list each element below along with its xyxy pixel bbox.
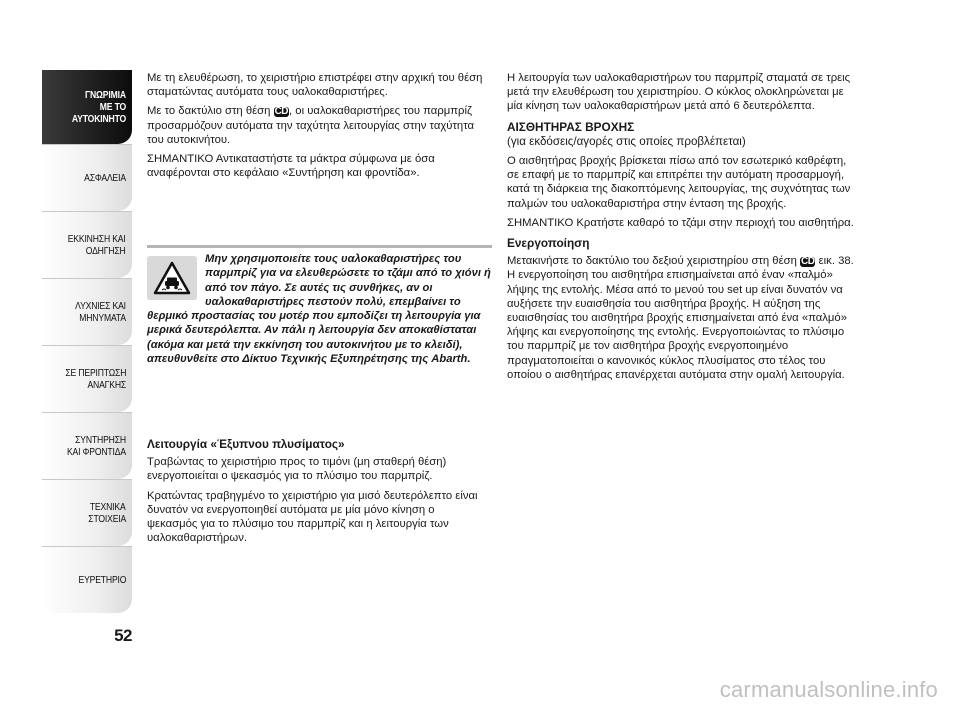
cd-position-icon: CD (801, 256, 815, 268)
paragraph: ΣΗΜΑΝΤΙΚΟ Κρατήστε καθαρό το τζάμι στην περιοχή του αισθητήρα. (507, 216, 854, 229)
warning-divider (147, 245, 492, 248)
text-run: Μετακινήστε το δακτύλιο του δεξιού χειριστηρίου στη θέση (507, 255, 801, 268)
paragraph: Η λειτουργία των υαλοκαθαριστήρων του παρμπρίζ σταματά σε τρεις μετά την ελευθέρωση του χειριστηρίου. Ο κύκλος ολοκληρώνεται με μία κίνηση των υαλοκαθαριστήρων μετά από 6 δευτερόλεπτα. (507, 72, 851, 113)
tab-index[interactable] (42, 546, 132, 613)
tab-label-line: ΜΕ ΤΟ (99, 101, 126, 113)
section-subheading: (για εκδόσεις/αγορές στις οποίες προβλέπεται) (507, 134, 746, 148)
tab-emergency[interactable] (42, 345, 132, 412)
paragraph (507, 254, 857, 382)
tab-label-line: ΣΤΟΙΧΕΙΑ (88, 513, 126, 525)
tab-starting-driving[interactable] (42, 211, 132, 278)
tab-label-line: ΑΣΦΑΛΕΙΑ (84, 172, 126, 184)
tab-label-line: ΓΝΩΡΙΜΙΑ (85, 89, 126, 101)
section-heading: ΑΙΣΘΗΤΗΡΑΣ ΒΡΟΧΗΣ (507, 119, 635, 134)
tab-label-line: ΑΥΤΟΚΙΝΗΤΟ (71, 113, 126, 125)
tab-label-line: ΣΕ ΠΕΡΙΠΤΩΣΗ (65, 367, 126, 379)
tab-label-line: ΛΥΧΝΙΕΣ ΚΑΙ (75, 300, 126, 312)
section-heading: Ενεργοποίηση (507, 236, 590, 251)
tab-label-line: ΚΑΙ ΦΡΟΝΤΙΔΑ (67, 446, 126, 458)
paragraph: Τραβώντας το χειριστήριο προς το τιμόνι (μη σταθερή θέση) ενεργοποιείται ο ψεκασμός για το πλύσιμο του παρμπρίζ. (147, 456, 447, 483)
tab-maintenance[interactable] (42, 412, 132, 479)
paragraph: ΣΗΜΑΝΤΙΚΟ Αντικαταστήστε τα μάκτρα σύμφωνα με όσα αναφέρονται στο κεφάλαιο «Συντήρηση και φροντίδα». (147, 153, 435, 180)
text-run: εικ. 38. Η ενεργοποίηση του αισθητήρα επισημαίνεται από έναν «παλμό» λήψης της εντολής. Μέσα από το μενού του set up είναι δυνατόν να αυξήσετε την ευαισθησία του αισθητήρα βροχής. Η αύξηση της ευαισθησίας του αισθητήρα βροχής επισημαίνεται από ένα «παλμό» λήψης και ενεργοποίησης της εντολής. Ενεργοποιώντας το πλύσιμο του παρμπρίζ με τον αισθητήρα βροχής ενεργοποιημένο πραγματοποιείται ο κανονικός κύκλος πλυσίματος στο τέλος του οποίου ο αισθητήρας επανέρχεται αυτόματα στην ομαλή λειτουργία. (507, 255, 854, 381)
tab-label-line: ΣΥΝΤΗΡΗΣΗ (75, 434, 126, 446)
tab-label-line: ΟΔΗΓΗΣΗ (86, 245, 126, 257)
tab-getting-to-know[interactable] (42, 70, 132, 144)
tab-label-line: ΤΕΧΝΙΚΑ (90, 501, 126, 513)
page-number: 52 (114, 626, 132, 645)
text-run: , οι υαλοκαθαριστήρες του παρμπρίζ προσαρμόζουν αυτόματα την ταχύτητα λειτουργίας στην ταχύτητα του αυτοκινήτου. (147, 105, 475, 146)
paragraph: Ο αισθητήρας βροχής βρίσκεται πίσω από τον εσωτερικό καθρέφτη, σε επαφή με το παρμπρίζ και επιτρέπει την αυτόματη προσαρμογή, κατά τη διάρκεια της διακοπτόμενης λειτουργίας, της συχνότητας των παλμών του υαλοκαθαριστήρα στην ένταση της βροχής. (507, 155, 851, 210)
tab-label-line: ΕΚΚΙΝΗΣΗ ΚΑΙ (68, 233, 126, 245)
tab-label-line: ΕΥΡΕΤΗΡΙΟ (78, 574, 126, 586)
column-left-lower (147, 431, 487, 550)
paragraph: Με τη ελευθέρωση, το χειριστήριο επιστρέφει στην αρχική του θέση σταματώντας αυτόματα τους υαλοκαθαριστήρες. (147, 72, 483, 99)
car-skidding-warning-icon (147, 256, 197, 300)
tab-label-line: ΜΗΝΥΜΑΤΑ (79, 312, 126, 324)
paragraph (147, 104, 487, 147)
cd-position-icon: CD (274, 106, 289, 118)
section-heading: Λειτουργία «Έξυπνου πλυσίματος» (147, 437, 345, 451)
tab-warning-lights[interactable] (42, 278, 132, 345)
warning-box (147, 252, 492, 366)
column-left (147, 71, 487, 185)
tab-label-line: ΑΝΑΓΚΗΣ (87, 379, 126, 391)
column-right (507, 71, 857, 387)
tab-safety[interactable] (42, 144, 132, 211)
watermark: carmanualsonline.info (719, 677, 938, 702)
text-run: Με το δακτύλιο στη θέση (147, 105, 274, 118)
paragraph: Κρατώντας τραβηγμένο το χειριστήριο για μισό δευτερόλεπτο είναι δυνατόν να ενεργοποιηθεί αυτόματα με μία μόνο κίνηση ο ψεκασμός για το πλύσιμο του παρμπρίζ και η λειτουργία των υαλοκαθαριστήρων. (147, 489, 478, 545)
tab-technical-data[interactable] (42, 479, 132, 546)
warning-text: Μην χρησιμοποιείτε τους υαλοκαθαριστήρες του παρμπρίζ για να ελευθερώσετε το τζάμι από το χιόνι ή από τον πάγο. Σε αυτές τις συνθήκες, αν οι υαλοκαθαριστήρες πεστούν πολύ, επεμβαίνει το θερμικό προστασίας του μοτέρ που εμποδίζει τη λειτουργία για μερικά δευτερόλεπτα. Αν πάλι η λειτουργία δεν αποκαθίσταται (ακόμα και μετά την εκκίνηση του αυτοκινήτου με το κλειδί), απευθυνθείτε στο Δίκτυο Τεχνικής Εξυπηρέτησης της Abarth. (147, 253, 491, 366)
